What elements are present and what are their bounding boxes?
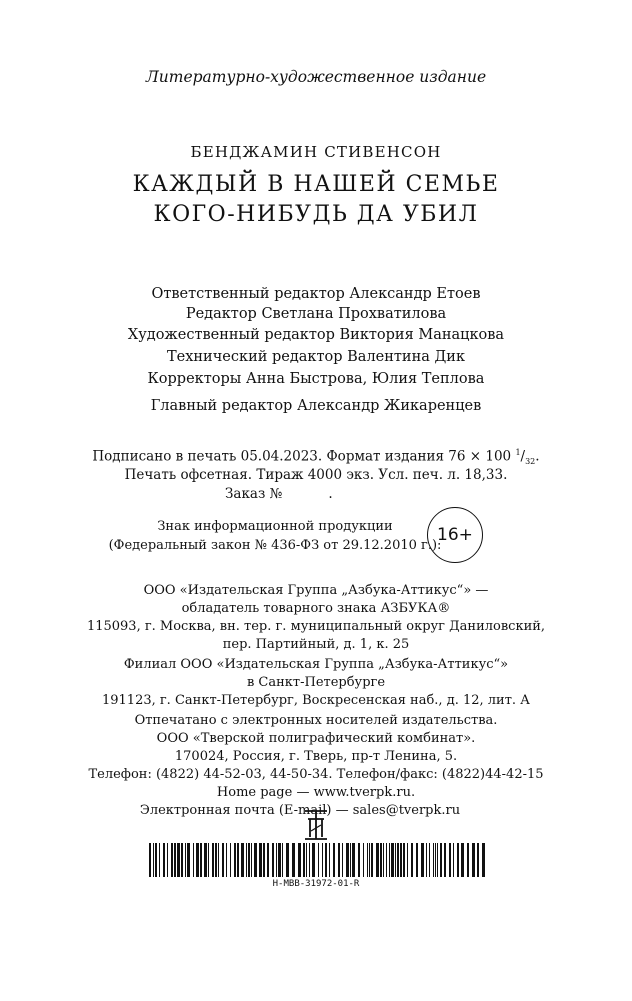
barcode-bar [444, 843, 446, 877]
publisher-line: обладатель товарного знака АЗБУКА® [181, 601, 451, 616]
publisher-line: пер. Партийный, д. 1, к. 25 [222, 637, 410, 652]
barcode-bar [226, 843, 227, 877]
printer-line: 170024, Россия, г. Тверь, пр-т Ленина, 5. [174, 749, 458, 764]
format-numerator: 1 [515, 448, 521, 457]
barcode-bar [215, 843, 217, 877]
barcode-bar [389, 843, 390, 877]
format-denominator: 32 [525, 457, 536, 467]
barcode-bar [322, 843, 323, 877]
printer-line: Home page — www.tverpk.ru. [216, 785, 416, 800]
barcode-bar [276, 843, 277, 877]
barcode-bar [352, 843, 355, 877]
barcode-bar [397, 843, 399, 877]
age-rating-badge: 16+ [427, 507, 483, 563]
barcode-bar [433, 843, 434, 877]
publisher-line: 115093, г. Москва, вн. тер. г. муниципальный округ Даниловский, [86, 619, 546, 634]
barcode-bar [204, 843, 207, 877]
barcode-bar [185, 843, 186, 877]
barcode-bar [369, 843, 370, 877]
staff-line: Редактор Светлана Прохватилова [185, 306, 447, 322]
barcode-bar [318, 843, 319, 877]
barcode-bar [171, 843, 173, 877]
barcode-bar [467, 843, 469, 877]
barcode-bar [177, 843, 180, 877]
barcode-bar [230, 843, 231, 877]
barcode-bar [333, 843, 335, 877]
barcode-bar [149, 843, 151, 877]
barcode-bar [298, 843, 301, 877]
barcode-bar [386, 843, 387, 877]
info-sign-law: (Федеральный закон № 436-ФЗ от 29.12.2010 г.): [108, 538, 442, 553]
branch-line: Филиал ООО «Издательская Группа „Азбука-Аттикус“» [123, 657, 509, 672]
barcode-bar [312, 843, 315, 877]
barcode-bar [155, 843, 157, 877]
publisher-line: ООО «Издательская Группа „Азбука-Аттикус“» — [143, 583, 489, 598]
barcode-bar [363, 843, 364, 877]
barcode-bar [437, 843, 438, 877]
printer-line: ООО «Тверской полиграфический комбинат». [156, 731, 476, 746]
barcode-bar [346, 843, 349, 877]
book-title-line-2: КОГО-НИБУДЬ ДА УБИЛ [153, 202, 479, 227]
barcode-bar [174, 843, 176, 877]
print-details-line: Печать офсетная. Тираж 4000 экз. Усл. печ. л. 18,33. [124, 467, 508, 483]
barcode-bar [159, 843, 160, 877]
barcode-bar [342, 843, 343, 877]
barcode-bar [267, 843, 269, 877]
barcode-bar [376, 843, 379, 877]
barcode-bar [193, 843, 194, 877]
barcode-bar [416, 843, 418, 877]
barcode-bar [248, 843, 250, 877]
barcode-bar [435, 843, 436, 877]
barcode-bar [259, 843, 262, 877]
barcode-bar [380, 843, 382, 877]
barcode-bar [251, 843, 252, 877]
barcode-bar [263, 843, 265, 877]
chief-editor-line: Главный редактор Александр Жикаренцев [150, 398, 482, 414]
barcode-bar [461, 843, 464, 877]
barcode-bar [482, 843, 485, 877]
barcode-bar [282, 843, 283, 877]
barcode-bar [472, 843, 475, 877]
tpk-monogram-icon [299, 807, 333, 843]
barcode-bar [222, 843, 224, 877]
barcode-bar [477, 843, 479, 877]
book-author: БЕНДЖАМИН СТИВЕНСОН [190, 143, 442, 161]
barcode-bar [367, 843, 368, 877]
barcode-bar [403, 843, 405, 877]
barcode-bar [400, 843, 402, 877]
barcode-bar [395, 843, 396, 877]
barcode-bar [278, 843, 281, 877]
barcode-bar [453, 843, 454, 877]
barcode-bar [167, 843, 168, 877]
barcode-bar [309, 843, 310, 877]
barcode-bar [358, 843, 360, 877]
barcode-bar [254, 843, 257, 877]
barcode-bar [338, 843, 340, 877]
barcode-bar [272, 843, 274, 877]
printer-email-line: Электронная почта (E-mail) — sales@tverpk.ru [139, 803, 461, 818]
barcode-bar [449, 843, 451, 877]
staff-line: Технический редактор Валентина Дик [166, 349, 466, 365]
barcode-bar [429, 843, 430, 877]
barcode-bar [411, 843, 413, 877]
printer-line: Отпечатано с электронных носителей издательства. [134, 713, 498, 728]
barcode-bar [241, 843, 244, 877]
barcode-bar [208, 843, 209, 877]
barcode-bar [383, 843, 384, 877]
barcode-bar [421, 843, 424, 877]
barcode-bar [163, 843, 165, 877]
barcode-bar [218, 843, 219, 877]
barcode-bar [286, 843, 289, 877]
barcode-bar [457, 843, 459, 877]
barcode-bar [200, 843, 202, 877]
barcode-bar [237, 843, 239, 877]
barcode-bar [292, 843, 295, 877]
barcode-bar [234, 843, 236, 877]
barcode-icon [149, 843, 487, 877]
barcode-bar [325, 843, 327, 877]
staff-line: Художественный редактор Виктория Манацкова [127, 327, 505, 343]
barcode-bar [440, 843, 442, 877]
barcode-bar [426, 843, 427, 877]
barcode-bar [407, 843, 408, 877]
branch-line: в Санкт-Петербурге [246, 675, 386, 690]
barcode-bar [391, 843, 394, 877]
info-sign-label: Знак информационной продукции [157, 519, 393, 534]
barcode-bar [181, 843, 183, 877]
printer-line: Телефон: (4822) 44-52-03, 44-50-34. Телефон/факс: (4822)44-42-15 [88, 767, 544, 782]
order-number: Заказ № . [225, 486, 333, 502]
barcode-bar [196, 843, 199, 877]
barcode-bar [212, 843, 214, 877]
staff-line: Корректоры Анна Быстрова, Юлия Теплова [147, 371, 485, 387]
staff-line: Ответственный редактор Александр Етоев [151, 286, 481, 302]
barcode-bar [187, 843, 190, 877]
print-signed-line: Подписано в печать 05.04.2023. Формат издания 76 × 100 $^1/_{32}$. [92, 448, 540, 467]
edition-genre: Литературно-художественное издание [145, 68, 487, 86]
barcode-bar [350, 843, 351, 877]
barcode-bar [329, 843, 330, 877]
book-title-line-1: КАЖДЫЙ В НАШЕЙ СЕМЬЕ [132, 172, 500, 197]
barcode-bar [306, 843, 307, 877]
barcode-bar [371, 843, 373, 877]
barcode-bar [303, 843, 305, 877]
branch-line: 191123, г. Санкт-Петербург, Воскресенская наб., д. 12, лит. А [101, 693, 531, 708]
barcode-bar [153, 843, 154, 877]
barcode-number: Н-МВВ-31972-01-R [272, 879, 360, 889]
barcode-bar [246, 843, 247, 877]
